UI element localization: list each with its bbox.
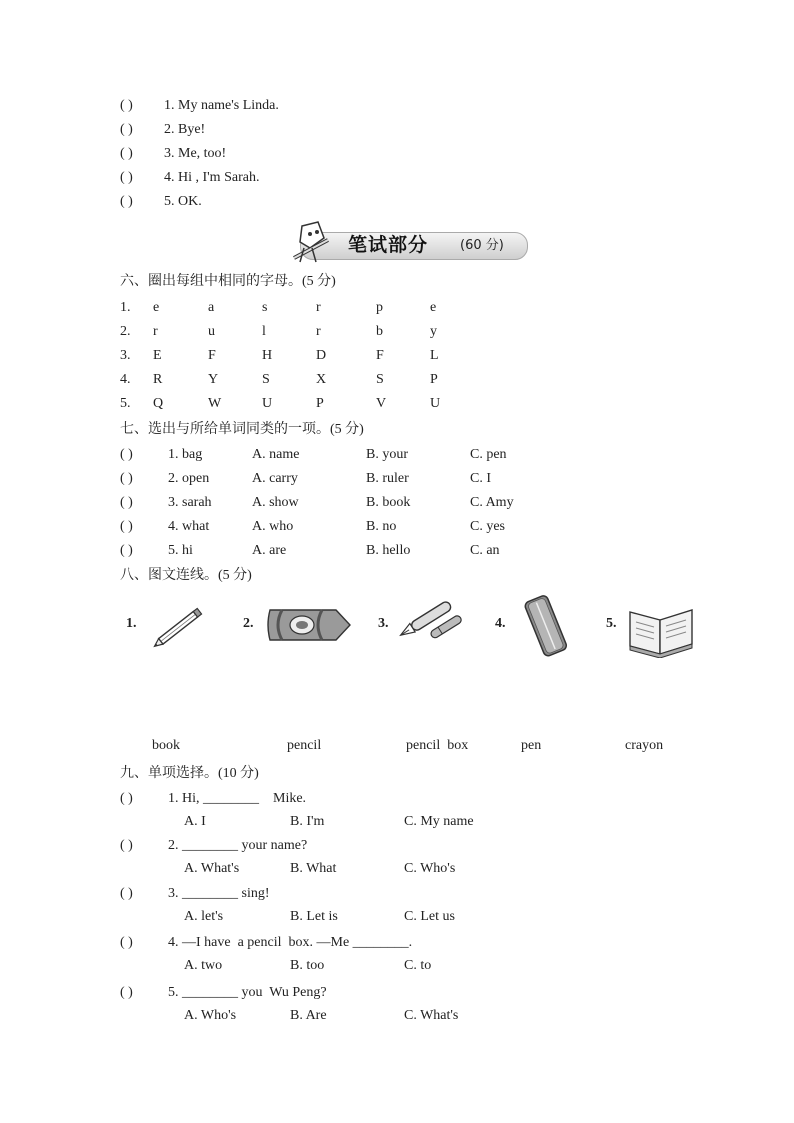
row-number: 5. <box>120 396 131 411</box>
book-icon[interactable] <box>626 598 696 658</box>
pencil-icon[interactable] <box>150 602 210 652</box>
answer-blank[interactable]: ( ) <box>120 838 133 853</box>
option-b[interactable]: B. no <box>366 519 397 534</box>
heading-score: (5 分) <box>330 422 364 437</box>
answer-blank[interactable]: ( ) <box>120 985 133 1000</box>
pen-icon[interactable] <box>396 598 468 652</box>
banner-title: 笔试部分 <box>348 234 429 256</box>
option-b[interactable]: B. I'm <box>290 814 325 829</box>
option-a[interactable]: A. are <box>252 543 287 558</box>
option-b[interactable]: B. your <box>366 447 408 462</box>
heading-score: (10 分) <box>218 766 259 781</box>
item-text: 5. OK. <box>164 194 202 209</box>
letter[interactable]: U <box>262 396 273 411</box>
letter[interactable]: s <box>262 300 268 315</box>
letter[interactable]: X <box>316 372 327 387</box>
answer-blank[interactable]: ( ) <box>120 935 133 950</box>
heading-score: (5 分) <box>302 274 336 289</box>
letter[interactable]: P <box>316 396 324 411</box>
question-stem: 4. —I have a pencil box. —Me ________. <box>168 935 413 950</box>
option-a[interactable]: A. What's <box>184 861 240 876</box>
written-part-banner <box>280 218 530 264</box>
answer-blank[interactable]: ( ) <box>120 194 133 209</box>
picture-number: 2. <box>243 616 254 631</box>
option-c[interactable]: C. What's <box>404 1008 459 1023</box>
letter[interactable]: Q <box>153 396 164 411</box>
match-word[interactable]: pencil box <box>406 738 469 753</box>
option-a[interactable]: A. I <box>184 814 206 829</box>
option-c[interactable]: C. an <box>470 543 500 558</box>
picture-number: 4. <box>495 616 506 631</box>
pencil-box-icon[interactable] <box>520 594 576 658</box>
letter[interactable]: b <box>376 324 383 339</box>
match-word[interactable]: book <box>152 738 180 753</box>
question-stem: 1. Hi, ________ Mike. <box>168 791 307 806</box>
letter[interactable]: D <box>316 348 327 363</box>
heading-text: 六、圈出每组中相同的字母。 <box>120 273 302 289</box>
row-number: 4. <box>120 372 131 387</box>
letter[interactable]: y <box>430 324 437 339</box>
option-c[interactable]: C. Amy <box>470 495 514 510</box>
answer-blank[interactable]: ( ) <box>120 98 133 113</box>
banner-score: (60 分) <box>460 238 504 253</box>
question-stem: 5. ________ you Wu Peng? <box>168 985 327 1000</box>
option-c[interactable]: C. to <box>404 958 432 973</box>
option-a[interactable]: A. carry <box>252 471 298 486</box>
given-word: 4. what <box>168 519 210 534</box>
option-b[interactable]: B. book <box>366 495 411 510</box>
match-word[interactable]: pen <box>521 738 542 753</box>
letter[interactable]: r <box>153 324 158 339</box>
option-b[interactable]: B. hello <box>366 543 411 558</box>
match-word[interactable]: crayon <box>625 738 664 753</box>
letter[interactable]: F <box>376 348 384 363</box>
option-c[interactable]: C. My name <box>404 814 474 829</box>
section-9-heading <box>120 762 259 784</box>
answer-blank[interactable]: ( ) <box>120 146 133 161</box>
option-a[interactable]: A. let's <box>184 909 224 924</box>
letter[interactable]: V <box>376 396 387 411</box>
option-b[interactable]: B. ruler <box>366 471 409 486</box>
letter[interactable]: L <box>430 348 439 363</box>
mascot-icon <box>288 218 340 264</box>
answer-blank[interactable]: ( ) <box>120 471 133 486</box>
match-word[interactable]: pencil <box>287 738 322 753</box>
letter[interactable]: r <box>316 300 321 315</box>
option-a[interactable]: A. two <box>184 958 223 973</box>
section-8-heading <box>120 564 252 586</box>
letter[interactable]: U <box>430 396 441 411</box>
picture-number: 5. <box>606 616 617 631</box>
letter[interactable]: S <box>376 372 384 387</box>
answer-blank[interactable]: ( ) <box>120 543 133 558</box>
letter[interactable]: e <box>430 300 437 315</box>
item-text: 4. Hi , I'm Sarah. <box>164 170 260 185</box>
letter[interactable]: u <box>208 324 215 339</box>
option-b[interactable]: B. too <box>290 958 325 973</box>
section-7-heading <box>120 418 364 440</box>
letter[interactable]: Y <box>208 372 219 387</box>
option-c[interactable]: C. Let us <box>404 909 455 924</box>
answer-blank[interactable]: ( ) <box>120 122 133 137</box>
option-c[interactable]: C. Who's <box>404 861 456 876</box>
given-word: 1. bag <box>168 447 203 462</box>
answer-blank[interactable]: ( ) <box>120 170 133 185</box>
letter[interactable]: p <box>376 300 383 315</box>
row-number: 1. <box>120 300 131 315</box>
letter[interactable]: E <box>153 348 162 363</box>
option-a[interactable]: A. name <box>252 447 300 462</box>
option-c[interactable]: C. yes <box>470 519 505 534</box>
item-text: 3. Me, too! <box>164 146 227 161</box>
answer-blank[interactable]: ( ) <box>120 519 133 534</box>
option-b[interactable]: B. Let is <box>290 909 338 924</box>
picture-number: 1. <box>126 616 137 631</box>
letter[interactable]: P <box>430 372 438 387</box>
section-6-heading <box>120 270 336 292</box>
letter[interactable]: a <box>208 300 215 315</box>
picture-number: 3. <box>378 616 389 631</box>
heading-text: 八、图文连线。 <box>120 567 218 583</box>
answer-blank[interactable]: ( ) <box>120 495 133 510</box>
row-number: 3. <box>120 348 131 363</box>
letter[interactable]: W <box>208 396 222 411</box>
letter[interactable]: R <box>153 372 163 387</box>
crayon-icon[interactable] <box>264 606 354 644</box>
option-b[interactable]: B. What <box>290 861 337 876</box>
heading-text: 七、选出与所给单词同类的一项。 <box>120 421 330 437</box>
given-word: 3. sarah <box>168 495 212 510</box>
answer-blank[interactable]: ( ) <box>120 791 133 806</box>
option-a[interactable]: A. show <box>252 495 299 510</box>
given-word: 5. hi <box>168 543 193 558</box>
item-text: 2. Bye! <box>164 122 206 137</box>
question-stem: 3. ________ sing! <box>168 886 270 901</box>
letter[interactable]: e <box>153 300 160 315</box>
answer-blank[interactable]: ( ) <box>120 886 133 901</box>
letter[interactable]: F <box>208 348 216 363</box>
option-b[interactable]: B. Are <box>290 1008 327 1023</box>
letter[interactable]: r <box>316 324 321 339</box>
item-text: 1. My name's Linda. <box>164 98 279 113</box>
letter[interactable]: l <box>262 324 266 339</box>
option-a[interactable]: A. who <box>252 519 294 534</box>
option-c[interactable]: C. I <box>470 471 491 486</box>
letter[interactable]: S <box>262 372 270 387</box>
given-word: 2. open <box>168 471 210 486</box>
question-stem: 2. ________ your name? <box>168 838 308 853</box>
answer-blank[interactable]: ( ) <box>120 447 133 462</box>
letter[interactable]: H <box>262 348 273 363</box>
row-number: 2. <box>120 324 131 339</box>
option-a[interactable]: A. Who's <box>184 1008 237 1023</box>
option-c[interactable]: C. pen <box>470 447 507 462</box>
heading-text: 九、单项选择。 <box>120 765 218 781</box>
heading-score: (5 分) <box>218 568 252 583</box>
